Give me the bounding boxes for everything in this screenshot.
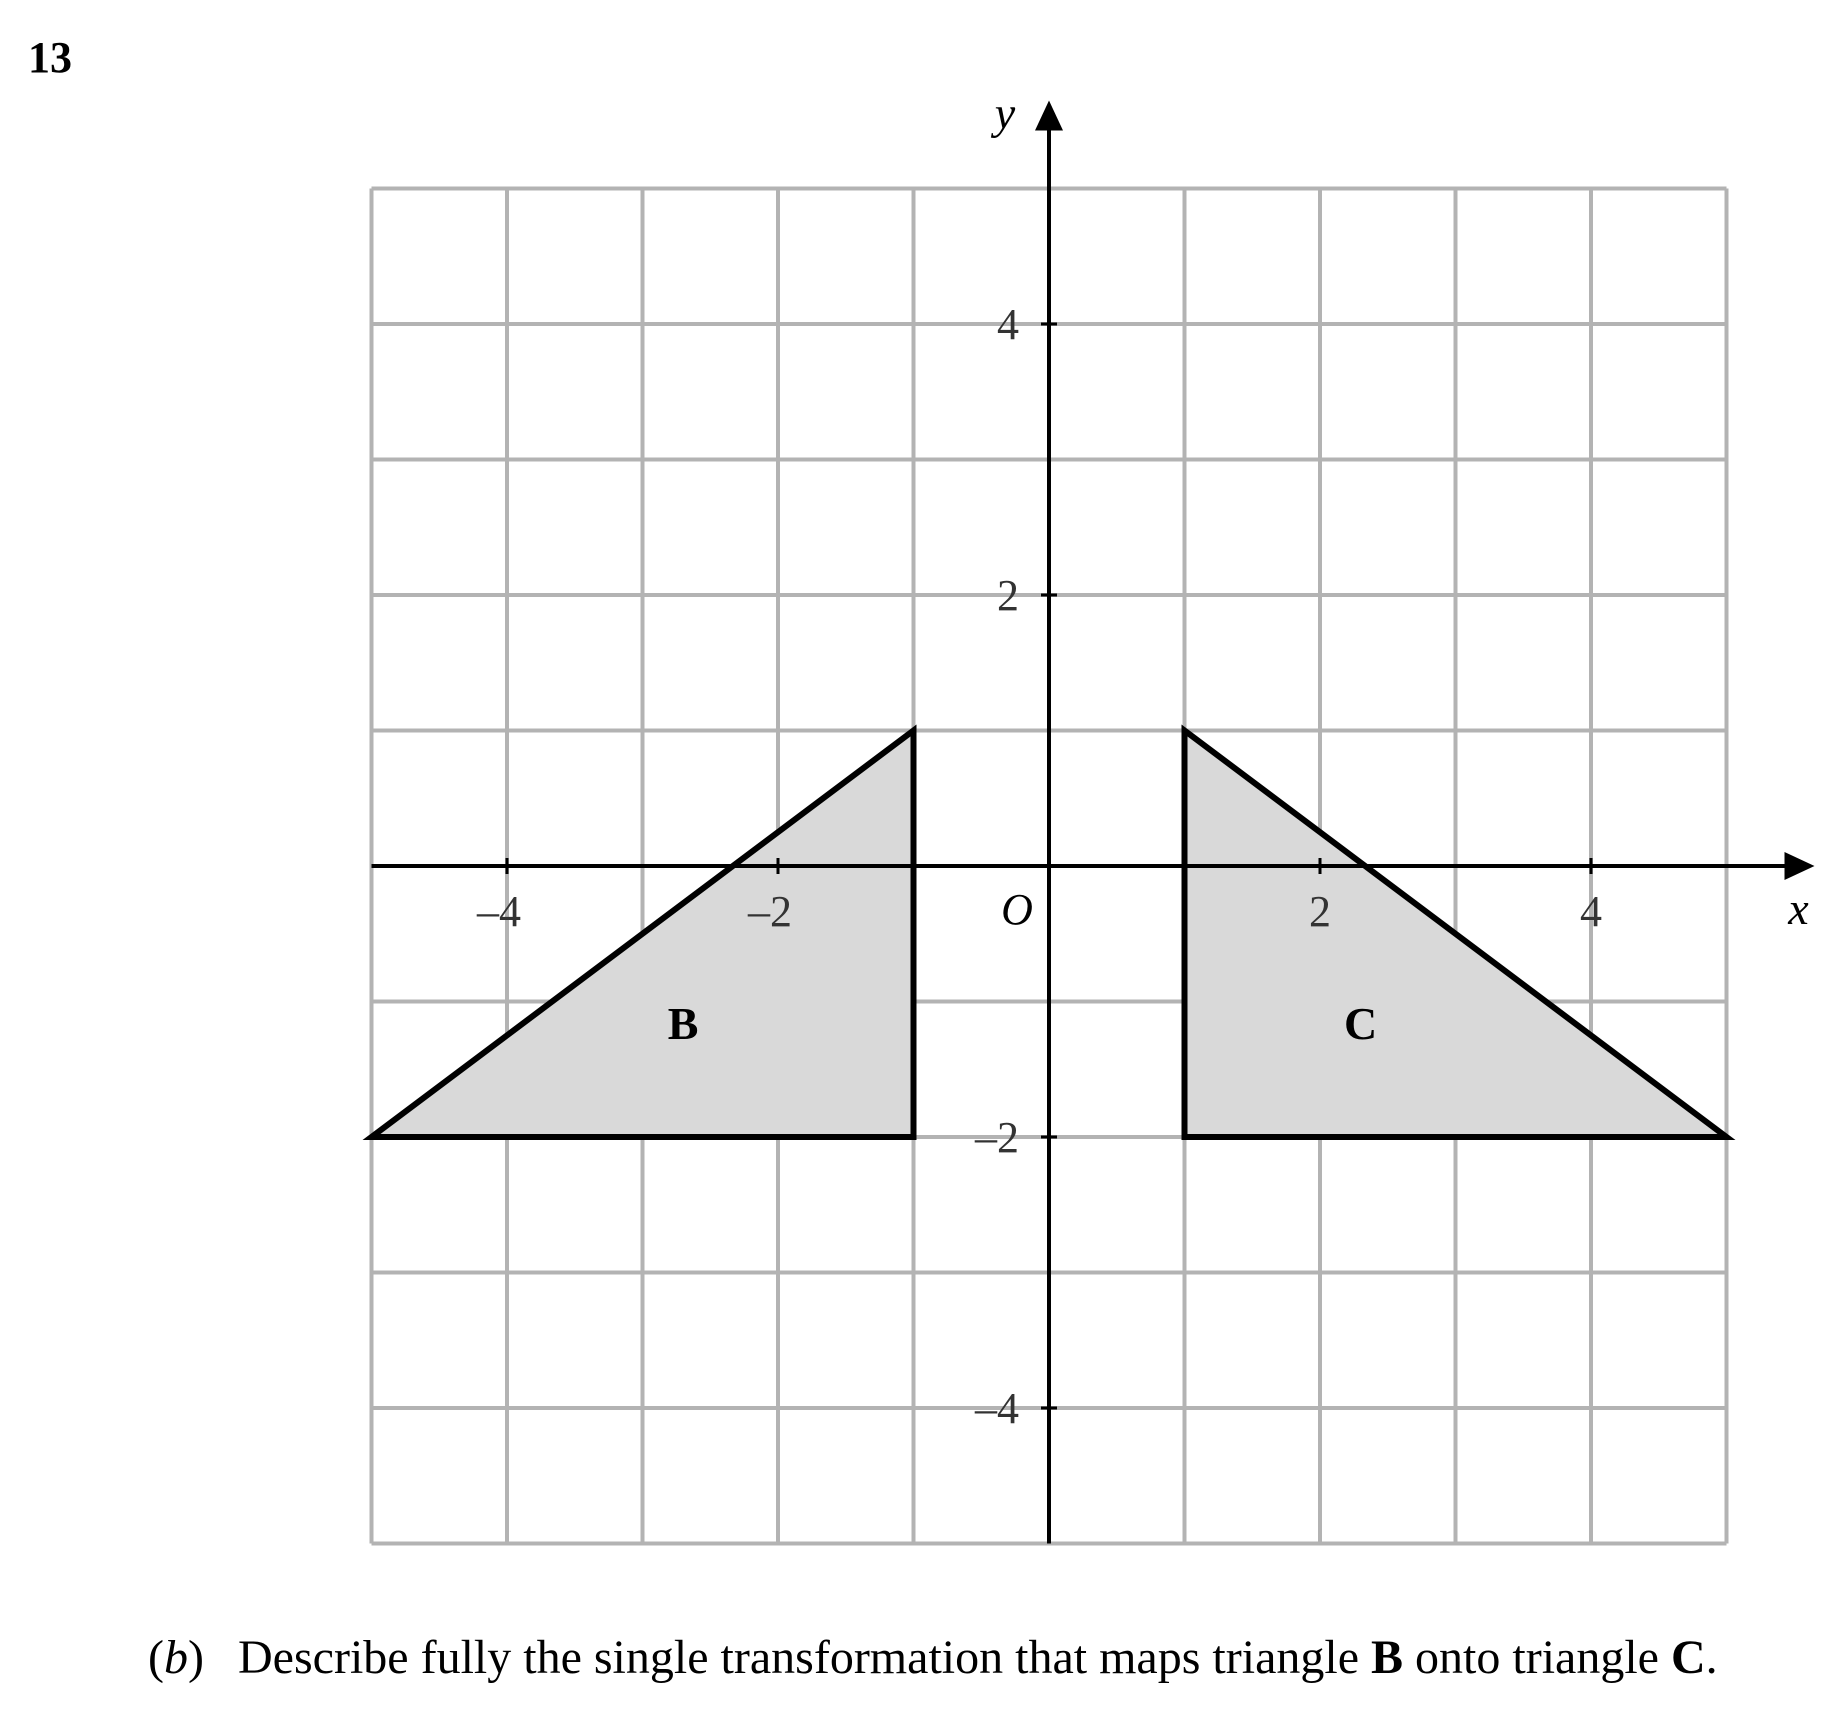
x-axis-arrow-icon xyxy=(1785,852,1815,880)
question-text: Describe fully the single transformation that maps triangle xyxy=(238,1631,1360,1684)
origin-label: O xyxy=(1001,885,1033,934)
x-axis-label: x xyxy=(1788,883,1809,934)
y-axis-label: y xyxy=(994,87,1016,139)
y-tick-label: 2 xyxy=(997,571,1019,620)
x-tick-label: 2 xyxy=(1309,887,1331,936)
part-label: b xyxy=(163,1631,188,1684)
question-text-mid: onto triangle xyxy=(1415,1631,1659,1684)
x-tick-label: –4 xyxy=(477,887,521,936)
x-tick-label: 4 xyxy=(1580,887,1602,936)
triangle-c-ref: C xyxy=(1670,1631,1706,1684)
question-part-b: (b) Describe fully the single transformation that maps triangle B onto triangle C. xyxy=(148,1631,1718,1684)
question-text-end: . xyxy=(1705,1631,1718,1684)
axis-labels xyxy=(476,88,1809,1434)
triangle-label-b: B xyxy=(667,998,699,1050)
question-number: 13 xyxy=(28,33,72,82)
triangle-b-ref: B xyxy=(1371,1631,1404,1684)
y-tick-label: 4 xyxy=(997,300,1019,349)
y-tick-label: –4 xyxy=(975,1384,1019,1433)
y-axis-arrow-icon xyxy=(1035,101,1063,131)
x-tick-label: –2 xyxy=(748,887,792,936)
y-tick-label: –2 xyxy=(975,1113,1019,1162)
triangle-label-c: C xyxy=(1344,998,1378,1050)
axes xyxy=(372,101,1815,1544)
